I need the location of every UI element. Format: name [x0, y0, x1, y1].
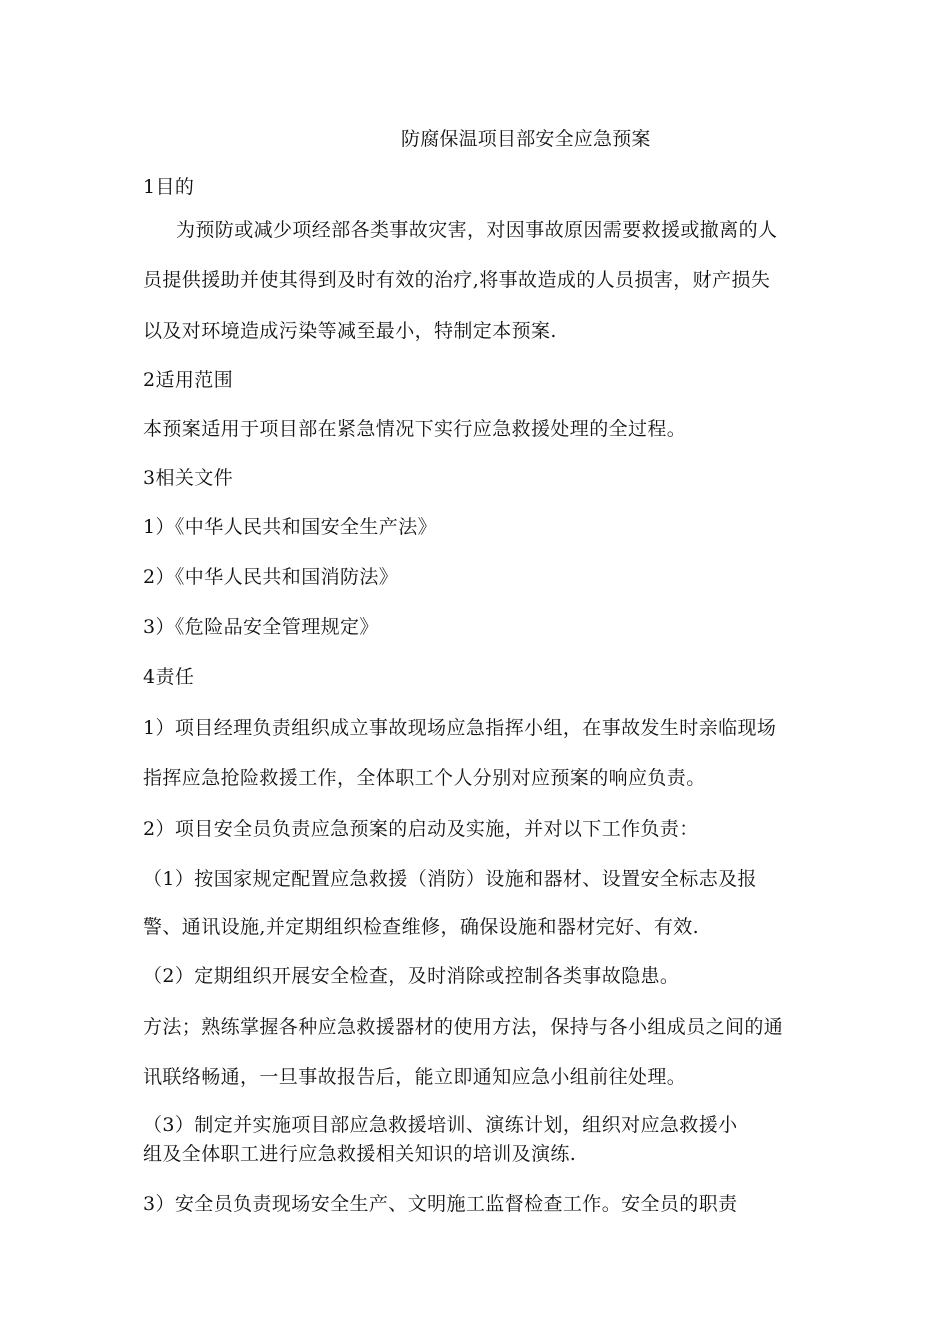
section-heading-purpose: 1目的 — [143, 176, 195, 198]
paragraph-line: 本预案适用于项目部在紧急情况下实行应急救援处理的全过程。 — [143, 418, 687, 440]
paragraph-line: （2）定期组织开展安全检查，及时消除或控制各类事故隐患。 — [143, 965, 680, 987]
paragraph-line: 讯联络畅通，一旦事故报告后，能立即通知应急小组前往处理。 — [143, 1066, 687, 1088]
paragraph-line: 以及对环境造成污染等减至最小，特制定本预案. — [143, 320, 557, 342]
paragraph-line: 3）安全员负责现场安全生产、文明施工监督检查工作。安全员的职责 — [143, 1193, 738, 1215]
document-title: 防腐保温项目部安全应急预案 — [401, 128, 651, 150]
paragraph-line: 方法；熟练掌握各种应急救援器材的使用方法，保持与各小组成员之间的通 — [143, 1016, 784, 1038]
section-heading-related-documents: 3相关文件 — [143, 467, 234, 489]
paragraph-line: 员提供援助并使其得到及时有效的治疗,将事故造成的人员损害，财产损失 — [143, 269, 771, 291]
paragraph-line: 组及全体职工进行应急救援相关知识的培训及演练. — [143, 1143, 577, 1165]
paragraph-line: 警、通讯设施,并定期组织检查维修，确保设施和器材完好、有效. — [143, 916, 700, 938]
list-item: 1）《中华人民共和国安全生产法》 — [143, 516, 437, 538]
paragraph-line: 为预防或减少项经部各类事故灾害，对因事故原因需要救援或撤离的人 — [176, 219, 778, 241]
section-heading-scope: 2适用范围 — [143, 369, 234, 391]
list-item: 3）《危险品安全管理规定》 — [143, 616, 379, 638]
paragraph-line: （1）按国家规定配置应急救援（消防）设施和器材、设置安全标志及报 — [143, 868, 757, 890]
paragraph-line: 2）项目安全员负责应急预案的启动及实施，并对以下工作负责： — [143, 818, 699, 840]
paragraph-line: 1）项目经理负责组织成立事故现场应急指挥小组，在事故发生时亲临现场 — [143, 717, 777, 739]
list-item: 2）《中华人民共和国消防法》 — [143, 566, 399, 588]
paragraph-line: （3）制定并实施项目部应急救援培训、演练计划，组织对应急救援小 — [143, 1114, 738, 1136]
section-heading-responsibility: 4责任 — [143, 666, 195, 688]
paragraph-line: 指挥应急抢险救援工作，全体职工个人分别对应预案的响应负责。 — [143, 767, 706, 789]
